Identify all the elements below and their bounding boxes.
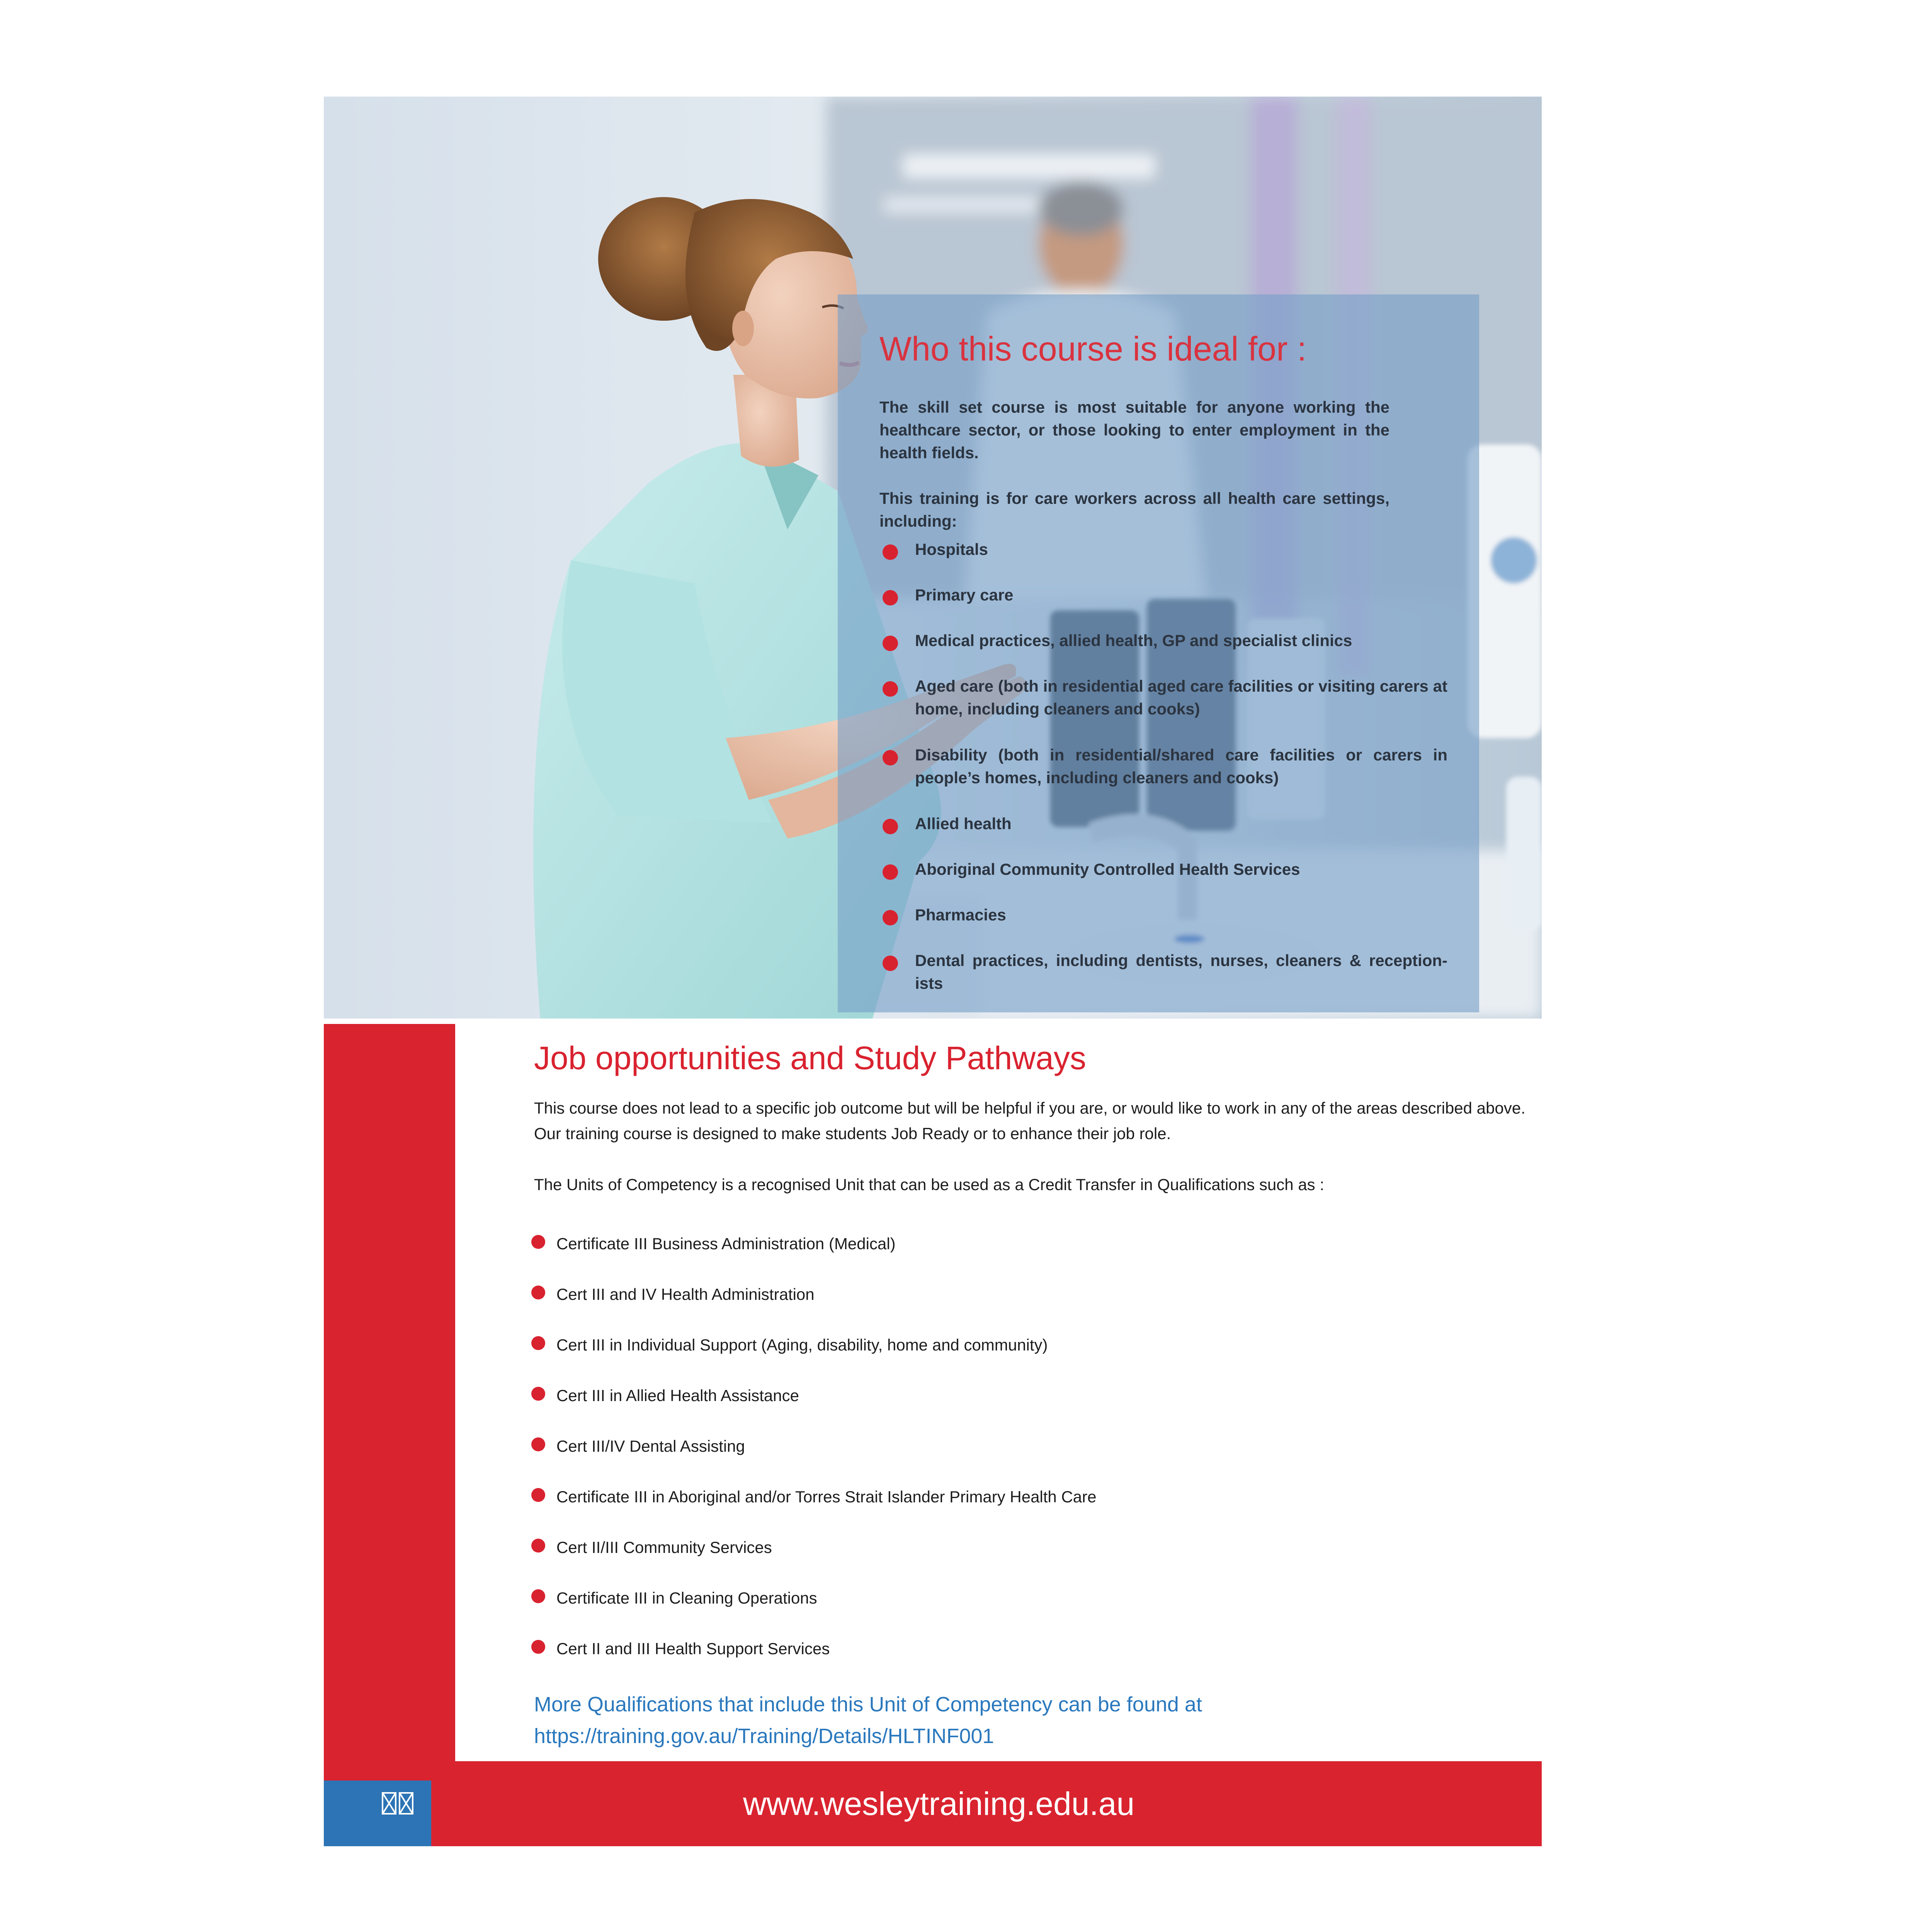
bullet-icon [883, 590, 898, 605]
list-item: Certificate III in Aboriginal and/or Torres Strait Islander Primary Health Care [534, 1484, 1096, 1535]
list-item: Aged care (both in residential aged care facilities or visiting carers at home, including cleaners and cooks) [879, 675, 1447, 743]
list-item: Cert III/IV Dental Assisting [534, 1434, 1096, 1484]
missing-glyph-icon [382, 1792, 413, 1815]
list-item: Certificate III Business Administration (Medical) [534, 1231, 1096, 1282]
bullet-icon [531, 1589, 545, 1603]
list-item: Pharmacies [879, 903, 1447, 949]
bullet-icon [883, 910, 898, 925]
bullet-icon [883, 864, 898, 880]
missing-glyph-icon [382, 1792, 396, 1815]
jobs-title: Job opportunities and Study Pathways [534, 1040, 1086, 1076]
bullet-icon [883, 956, 898, 971]
list-item: Certificate III in Cleaning Operations [534, 1585, 1096, 1636]
training-gov-link[interactable]: https://training.gov.au/Training/Details/HLTINF001 [534, 1725, 994, 1748]
list-item: Medical practices, allied health, GP and specialist clinics [879, 629, 1447, 675]
bullet-icon [883, 819, 898, 834]
footer-blue-block [324, 1781, 431, 1846]
bullet-icon [531, 1539, 545, 1553]
ideal-for-panel [838, 294, 1479, 1012]
list-item: Cert II and III Health Support Services [534, 1636, 1096, 1687]
list-item: Cert III in Individual Support (Aging, disability, home and community) [534, 1332, 1096, 1383]
list-item: Dental practices, including dentists, nurses, cleaners & reception-ists [879, 949, 1447, 995]
list-item: Allied health [879, 812, 1447, 858]
brochure-page [324, 97, 1542, 1847]
ideal-for-settings-intro: This training is for care workers across all health care settings, including: [879, 489, 1389, 530]
jobs-intro: This course does not lead to a specific job outcome but will be helpful if you are, or would like to work in any of the areas described above. Our training course is designed to make students Job Ready or to enhance their job role. [534, 1099, 1526, 1143]
credit-transfer-intro: The Units of Competency is a recognised Unit that can be used as a Credit Transfer in Qualifications such as : [534, 1175, 1325, 1194]
list-item: Cert III in Allied Health Assistance [534, 1383, 1096, 1434]
website-link[interactable]: www.wesleytraining.edu.au [743, 1786, 1135, 1822]
bullet-icon [883, 750, 898, 765]
bullet-icon [531, 1387, 545, 1401]
bullet-icon [531, 1336, 545, 1350]
more-qualifications-note [534, 1689, 1508, 1752]
bullet-icon [883, 681, 898, 697]
bullet-icon [531, 1235, 545, 1249]
list-item: Hospitals [879, 538, 1447, 583]
bullet-icon [531, 1437, 545, 1451]
red-side-strip [324, 1024, 455, 1846]
hero-photo [324, 97, 1542, 1019]
bullet-icon [883, 636, 898, 651]
bullet-icon [531, 1488, 545, 1502]
list-item: Primary care [879, 583, 1447, 629]
more-qualifications-label: More Qualifications that include this Unit of Competency can be found at [534, 1693, 1202, 1716]
ideal-for-intro: The skill set course is most suitable for anyone working the healthcare sector, or those looking to enter employment in the health fields. [879, 398, 1389, 462]
ideal-for-title: Who this course is ideal for : [879, 330, 1307, 368]
bullet-icon [883, 544, 898, 560]
care-settings-list [879, 538, 1447, 995]
list-item: Cert II/III Community Services [534, 1535, 1096, 1585]
list-item: Cert III and IV Health Administration [534, 1282, 1096, 1332]
list-item: Disability (both in residential/shared care facilities or carers in people’s homes, including cleaners and cooks) [879, 743, 1447, 812]
list-item: Aboriginal Community Controlled Health Services [879, 858, 1447, 903]
bullet-icon [531, 1640, 545, 1654]
qualifications-list [534, 1231, 1096, 1687]
bullet-icon [531, 1286, 545, 1299]
missing-glyph-icon [399, 1792, 413, 1815]
